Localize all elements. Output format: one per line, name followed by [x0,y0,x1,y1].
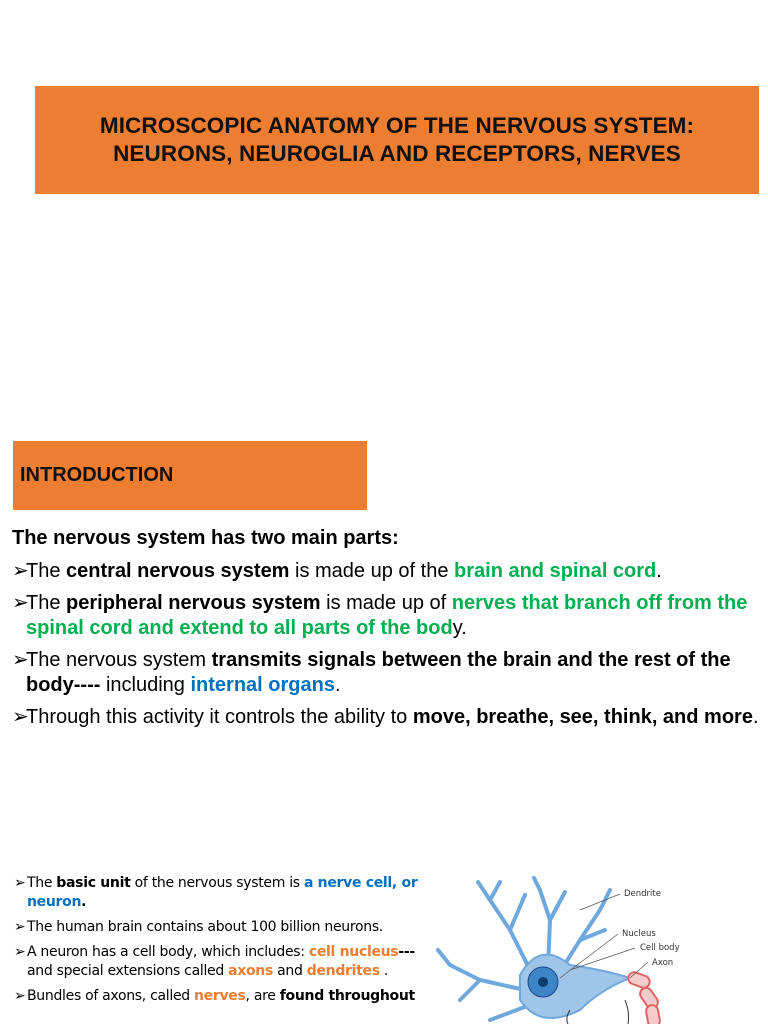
text: . [81,894,87,910]
arrow-bullet-icon: ➢ [14,875,26,891]
bullet-pns [12,591,762,640]
text: . [656,559,662,582]
text: , are [245,988,280,1004]
arrow-bullet-icon: ➢ [12,649,29,671]
bullet-abilities [12,705,762,730]
highlight-blue: a nerve cell, or neuron [27,875,418,910]
text: . [379,963,389,979]
fact-neuron-count [14,918,424,937]
text: The human brain contains about 100 billion neurons. [27,919,383,935]
bullet-cns [12,559,762,584]
highlight-orange: dendrites [306,963,380,979]
fact-basic-unit [14,874,424,912]
fact-cell-body [14,943,424,981]
fact-nerves [14,987,424,1006]
bold-text: central nervous system [66,559,290,582]
neuron-facts [14,874,424,1012]
text: Bundles of axons, called [27,988,195,1004]
highlight-orange: cell nucleus [308,944,399,960]
text: The [27,875,57,891]
title-line-1: MICROSCOPIC ANATOMY OF THE NERVOUS SYSTEM: [99,113,695,138]
text: and special extensions called [27,963,229,979]
page-title [100,112,694,168]
text: The nervous system [26,649,212,671]
title-banner [35,86,759,194]
axon [627,971,661,1024]
main-heading: The nervous system has two main parts: [12,527,399,549]
highlight-green: nerves that branch off from the spinal cord and extend to all parts of the bod [26,592,748,639]
bold-text: basic unit [56,875,131,891]
bold-text: found throughout [279,988,415,1004]
bullet-signals [12,648,762,697]
main-text-block [12,526,762,738]
text: --- [398,944,415,960]
highlight-blue: internal organs [190,673,335,696]
highlight-orange: axons [228,963,273,979]
label-nucleus: Nucleus [622,929,656,939]
text: . [752,706,759,728]
text: . [334,673,341,696]
arrow-bullet-icon: ➢ [14,944,26,960]
label-cell-body: Cell body [640,943,680,953]
text: The [26,592,67,614]
bold-text: move, breathe, see, think, and more [412,706,753,728]
label-axon: Axon [652,958,674,968]
arrow-bullet-icon: ➢ [14,988,26,1004]
highlight-orange: nerves [194,988,246,1004]
nucleolus [538,977,548,987]
text: Through this activity it controls the ability to [26,706,413,728]
introduction-label: INTRODUCTION [20,464,174,486]
arrow-bullet-icon: ➢ [12,706,29,728]
text: is made up of [320,592,452,614]
arrow-bullet-icon: ➢ [12,592,29,614]
text: of the nervous system is [130,875,304,891]
text: and [273,963,307,979]
bold-text: peripheral nervous system [66,592,321,614]
arrow-bullet-icon: ➢ [14,919,26,935]
arrow-bullet-icon: ➢ [12,559,29,582]
bold-text: transmits signals between the brain and the rest of the body---- [26,649,731,696]
text: The [26,559,67,582]
text: A neuron has a cell body, which includes: [27,944,309,960]
introduction-banner [13,441,367,510]
neuron-diagram [430,870,700,1024]
title-line-2: NEURONS, NEUROGLIA AND RECEPTORS, NERVES [113,141,681,166]
label-dendrite: Dendrite [624,889,661,899]
text: including [100,673,191,696]
highlight-green: brain and spinal cord [454,559,657,582]
text: y. [452,616,467,639]
text: is made up of the [289,559,455,582]
